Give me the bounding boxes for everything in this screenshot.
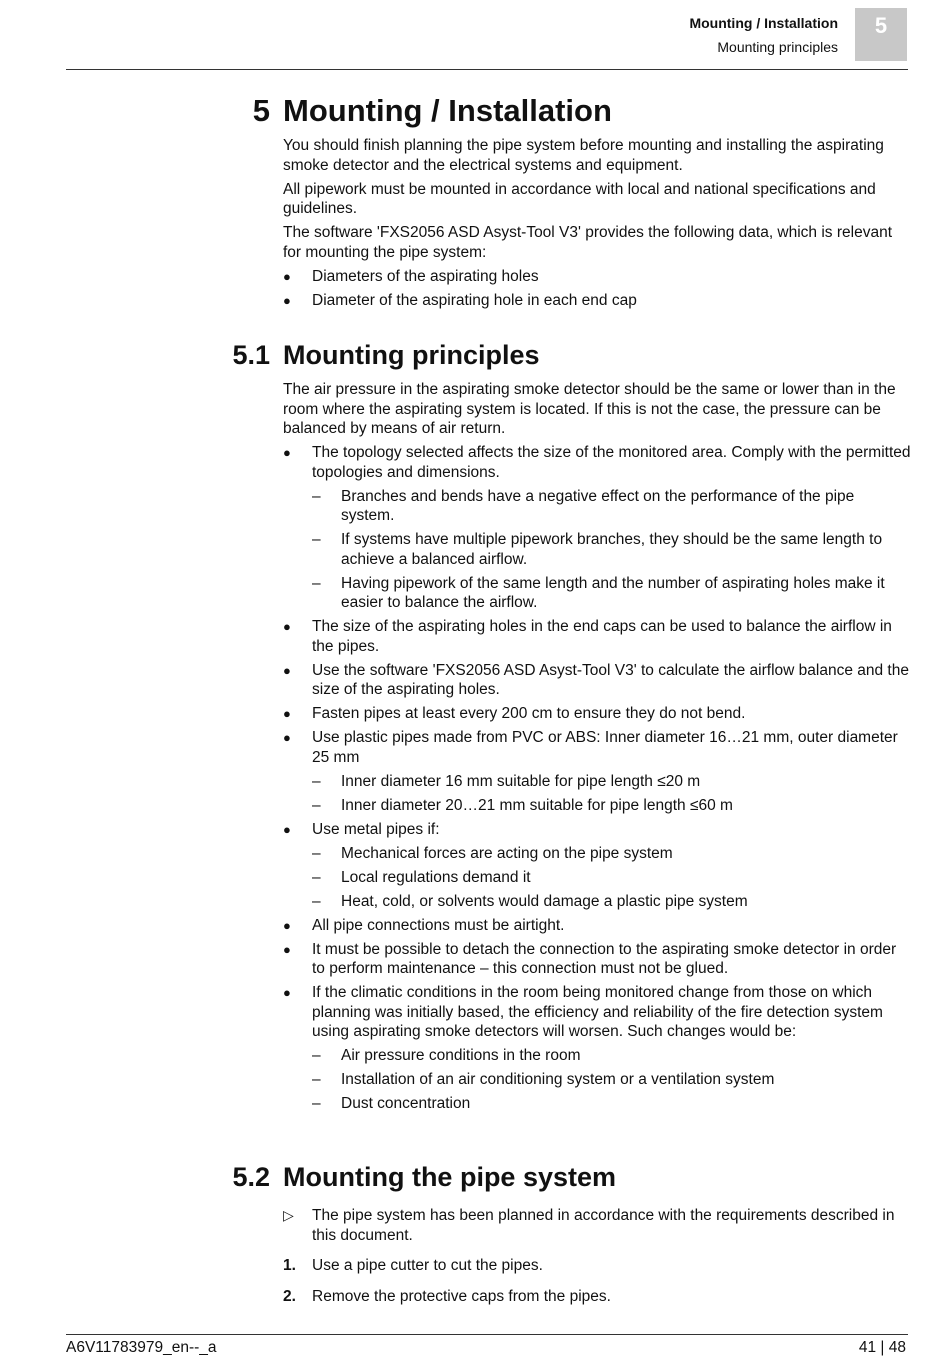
dash-icon: – (312, 531, 321, 548)
dash-icon: – (312, 844, 321, 862)
dash-icon: – (312, 1047, 321, 1064)
sub-list-item: – Installation of an air conditioning system or a ventilation system (312, 1071, 775, 1088)
sub-list-item: – If systems have multiple pipework branches, they should be the same length to achieve a balanced airflow. (312, 531, 883, 568)
sub-list-item: – Mechanical forces are acting on the pipe system (312, 844, 673, 862)
sub-list-item: – Branches and bends have a negative effect on the performance of the pipe system. (312, 487, 855, 524)
chapter-number: 5 (252, 93, 270, 128)
page-number: 41 | 48 (858, 1339, 906, 1356)
dash-icon: – (312, 892, 321, 910)
paragraph: All pipework must be mounted in accordance with local and national specifications and guidelines. (283, 180, 876, 217)
bullet-icon: ● (283, 917, 291, 933)
document-id: A6V11783979_en--_a (66, 1339, 217, 1356)
section-number-wrap (180, 341, 270, 381)
bullet-icon: ● (283, 730, 291, 745)
chapter-intro (283, 136, 911, 315)
section-number-wrap (180, 1163, 270, 1203)
paragraph: The air pressure in the aspirating smoke detector should be the same or lower than in the room where the aspirating system is located. If this is not the case, the pressure can be balanced by means of air return. (283, 381, 896, 437)
dash-icon: – (312, 796, 321, 814)
sub-list-item: – Having pipework of the same length and the number of aspirating holes make it easier to balance the airflow. (312, 574, 885, 611)
paragraph: The software 'FXS2056 ASD Asyst-Tool V3' provides the following data, which is relevant for mounting the pipe system: (283, 224, 893, 261)
sub-list-item: – Heat, cold, or solvents would damage a plastic pipe system (312, 892, 748, 910)
dash-icon: – (312, 1071, 321, 1088)
bullet-icon: ● (283, 445, 291, 460)
bullet-icon: ● (283, 268, 291, 284)
step-item: 1. Use a pipe cutter to cut the pipes. (283, 1257, 543, 1274)
dash-icon: – (312, 1095, 321, 1112)
dash-icon: – (312, 772, 321, 790)
list-item: ● Use metal pipes if: (283, 820, 440, 838)
paragraph: You should finish planning the pipe system before mounting and installing the aspirating smoke detector and the electrical systems and equipment. (283, 137, 884, 174)
section-number: 5.1 (232, 340, 270, 370)
list-item: ● Use plastic pipes made from PVC or ABS: Inner diameter 16…21 mm, outer diameter 25 mm (283, 729, 898, 766)
header-chapter-title: Mounting / Installation (689, 15, 838, 31)
bullet-icon: ● (283, 706, 291, 721)
sub-list-item: – Dust concentration (312, 1095, 471, 1112)
section-title: Mounting principles (283, 340, 540, 370)
dash-icon: – (312, 868, 321, 886)
sub-list-item: – Local regulations demand it (312, 868, 531, 886)
footer-divider (66, 1334, 908, 1335)
bullet-icon: ● (283, 985, 291, 1000)
precondition: ▷ The pipe system has been planned in accordance with the requirements described in this document. (283, 1207, 895, 1244)
section-title: Mounting the pipe system (283, 1162, 617, 1192)
header-divider (66, 69, 908, 70)
bullet-icon: ● (283, 941, 291, 957)
bullet-icon: ● (283, 619, 291, 634)
sub-list-item: – Inner diameter 16 mm suitable for pipe length ≤20 m (312, 772, 701, 790)
dash-icon: – (312, 487, 321, 505)
list-item: ● If the climatic conditions in the room being monitored change from those on which planning was initially based, the efficiency and reliability of the fire detection system using aspirating smoke detectors will worsen. Such changes would be: (283, 984, 883, 1040)
chapter-number-tab: 5 (855, 8, 907, 61)
list-item: ● It must be possible to detach the connection to the aspirating smoke detector in order to perform maintenance – this connection must not be glued. (283, 940, 897, 977)
precondition-triangle-icon: ▷ (283, 1207, 294, 1223)
bullet-icon: ● (283, 821, 291, 837)
list-item: ● Diameter of the aspirating hole in each end cap (283, 291, 637, 309)
section-body (283, 380, 911, 1118)
list-item: ● The topology selected affects the size of the monitored area. Comply with the permitted topologies and dimensions. (283, 444, 911, 481)
list-item: ● All pipe connections must be airtight. (283, 916, 565, 934)
list-item: ● Use the software 'FXS2056 ASD Asyst-Tool V3' to calculate the airflow balance and the size of the aspirating holes. (283, 661, 909, 698)
bullet-icon: ● (283, 662, 291, 678)
list-item: ● Fasten pipes at least every 200 cm to ensure they do not bend. (283, 705, 746, 722)
sub-list-item: – Air pressure conditions in the room (312, 1047, 581, 1064)
header-section-title: Mounting principles (717, 39, 838, 55)
dash-icon: – (312, 574, 321, 592)
step-number: 1. (283, 1257, 296, 1274)
section-number: 5.2 (232, 1162, 270, 1192)
sub-list-item: – Inner diameter 20…21 mm suitable for pipe length ≤60 m (312, 796, 733, 814)
chapter-title: Mounting / Installation (283, 93, 612, 128)
list-item: ● Diameters of the aspirating holes (283, 267, 539, 285)
chapter-number-wrap (180, 94, 270, 134)
section-body (283, 1206, 911, 1317)
list-item: ● The size of the aspirating holes in the end caps can be used to balance the airflow in the pipes. (283, 618, 892, 655)
step-number: 2. (283, 1287, 296, 1305)
step-item: 2. Remove the protective caps from the pipes. (283, 1287, 611, 1305)
bullet-icon: ● (283, 292, 291, 308)
